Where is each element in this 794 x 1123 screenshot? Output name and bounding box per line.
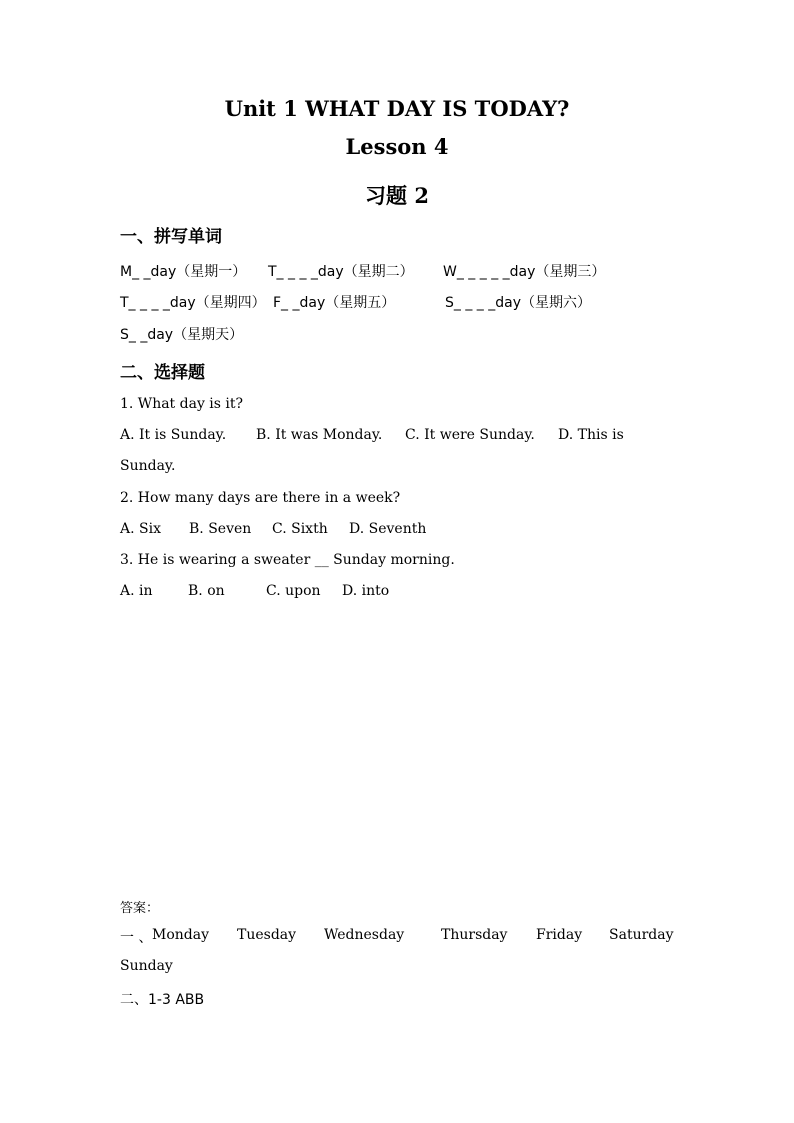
spell-item-saturday: S_ _ _ _day（星期六） [445,295,591,311]
q1-option-d-wrap: Sunday. [120,458,176,474]
answers-label: 答案： [120,901,160,916]
answer-word-3: Wednesday [324,927,405,943]
answer-word-2: Tuesday [237,927,297,943]
answers-line2: 二、1-3 ABB [120,992,205,1008]
question-2: 2. How many days are there in a week? [120,490,401,506]
q2-option-b: B. Seven [189,521,252,537]
q3-option-b: B. on [188,583,225,599]
spell-item-sunday: S_ _day（星期天） [120,327,244,343]
spell-item-monday: M_ _day（星期一） [120,264,247,280]
section1-heading: 一、拼写单词 [120,227,222,247]
q1-option-d: D. This is [558,427,624,443]
q3-option-c: C. upon [266,583,321,599]
unit-title: Unit 1 WHAT DAY IS TODAY? [224,96,570,121]
q2-option-d: D. Seventh [349,521,427,537]
q2-option-a: A. Six [120,521,161,537]
answer-word-5: Friday [536,927,583,943]
q1-option-c: C. It were Sunday. [405,427,535,443]
q3-option-a: A. in [120,583,153,599]
spell-item-wednesday: W_ _ _ _ _day（星期三） [443,264,606,280]
answer-word-1: Monday [152,927,209,943]
spell-item-tuesday: T_ _ _ _day（星期二） [268,264,414,280]
lesson-title: Lesson 4 [345,134,449,159]
answer-word-7: Sunday [120,958,173,974]
answers-line1-prefix: 一 、 [120,930,153,946]
q1-option-b: B. It was Monday. [256,427,383,443]
section2-heading: 二、选择题 [120,363,205,383]
question-1: 1. What day is it? [120,396,244,412]
q3-option-d: D. into [342,583,390,599]
q1-option-a: A. It is Sunday. [120,427,227,443]
q2-option-c: C. Sixth [272,521,328,537]
spell-item-friday: F_ _day（星期五） [273,295,396,311]
question-3: 3. He is wearing a sweater __ Sunday morning. [120,552,455,568]
answer-word-4: Thursday [441,927,508,943]
exercise-title: 习题 2 [365,183,429,208]
spell-item-thursday: T_ _ _ _day（星期四） [120,295,266,311]
answer-word-6: Saturday [609,927,674,943]
